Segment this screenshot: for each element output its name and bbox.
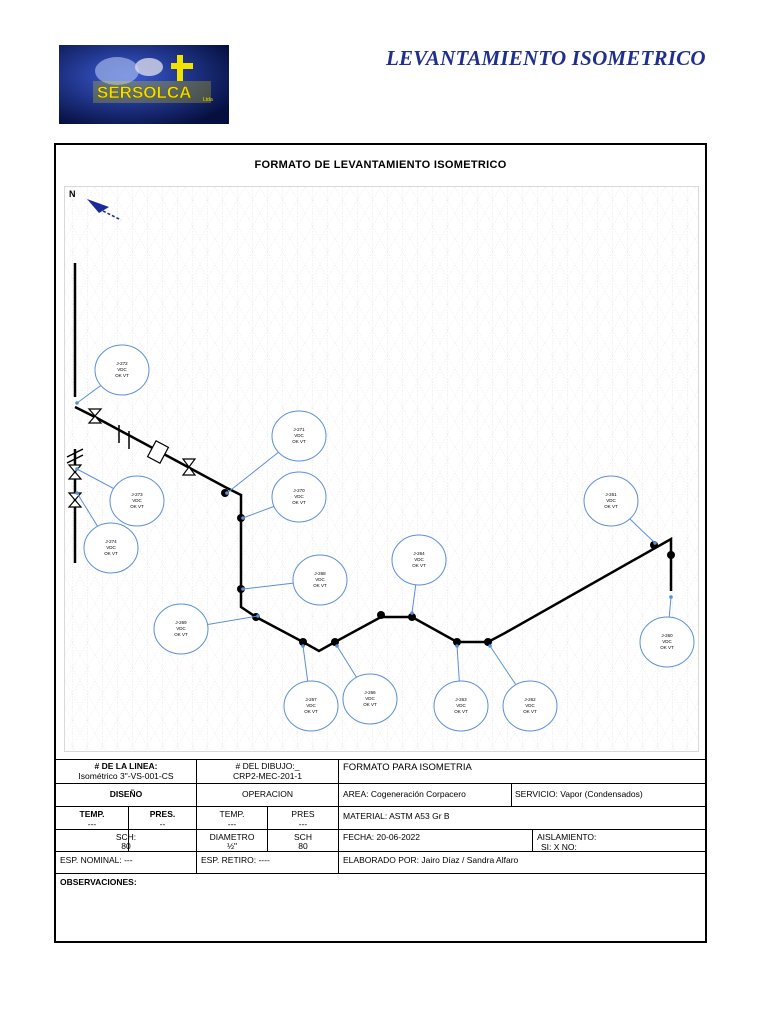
operacion-label: OPERACION — [241, 789, 293, 799]
page-title: LEVANTAMIENTO ISOMETRICO — [386, 46, 706, 70]
annotation-note: VDC — [315, 577, 325, 582]
diametro-label: DIAMETRO — [209, 832, 255, 842]
isometric-form — [54, 143, 707, 943]
linea-value: Isométrico 3"-VS-001-CS — [78, 771, 174, 781]
form-title: FORMATO DE LEVANTAMIENTO ISOMETRICO — [254, 159, 507, 171]
annotation-id: J-267 — [305, 697, 317, 702]
annotation-note: OK VT — [604, 504, 618, 509]
annotation-note: OK VT — [454, 709, 468, 714]
annotation-note: OK VT — [292, 439, 306, 444]
annotation-id: J-260 — [661, 633, 673, 638]
diseno-label: DISEÑO — [109, 789, 143, 799]
annotation-arrow-icon — [301, 644, 305, 648]
annotation-id: J-266 — [364, 690, 376, 695]
annotation-note: OK VT — [660, 645, 674, 650]
temp2-label: TEMP. — [219, 809, 245, 819]
annotation-arrow-icon — [410, 611, 414, 615]
annotation-arrow-icon — [488, 644, 492, 648]
annotation-id: J-264 — [413, 551, 425, 556]
annotation-note: OK VT — [292, 500, 306, 505]
weld-point — [377, 611, 385, 619]
material-label: MATERIAL: ASTM A53 Gr B — [343, 811, 450, 821]
annotation-id: J-272 — [116, 361, 128, 366]
annotation-id: J-261 — [605, 492, 617, 497]
annotation-id: J-269 — [175, 620, 187, 625]
pres-label: PRES. — [149, 809, 176, 819]
annotation-note: OK VT — [313, 583, 327, 588]
annotation-note: OK VT — [130, 504, 144, 509]
logo-subtext: Ltda — [203, 97, 213, 103]
pres-value: -- — [159, 819, 166, 829]
servicio-label: SERVICIO: Vapor (Condensados) — [515, 789, 643, 799]
annotation-arrow-icon — [335, 644, 339, 648]
annotation-note: OK VT — [115, 373, 129, 378]
logo-text: SERSOLCA — [97, 83, 192, 102]
annotation-id: J-271 — [293, 427, 305, 432]
dibujo-value: CRP2-MEC-201-1 — [233, 771, 302, 781]
annotation-note: VDC — [132, 498, 142, 503]
annotation-note: VDC — [606, 498, 616, 503]
pres2-value: --- — [298, 819, 308, 829]
annotation-note: VDC — [365, 696, 375, 701]
annotation-id: J-273 — [131, 492, 143, 497]
aislamiento-label: AISLAMIENTO: — [537, 832, 597, 842]
annotation-note: OK VT — [304, 709, 318, 714]
dibujo-label: # DEL DIBUJO:_ — [235, 761, 300, 771]
sch-value: 80 — [121, 841, 131, 851]
annotation-note: VDC — [294, 433, 304, 438]
annotation-note: VDC — [117, 367, 127, 372]
esp-nominal-label: ESP. NOMINAL: --- — [60, 855, 133, 865]
elaborado-label: ELABORADO POR: Jairo Díaz / Sandra Alfaro — [343, 855, 519, 865]
sch2-label: SCH — [294, 832, 312, 842]
aislamiento-value: SI: X NO: — [541, 842, 577, 852]
annotation-id: J-274 — [105, 539, 117, 544]
esp-retiro-label: ESP. RETIRO: ---- — [201, 855, 270, 865]
annotation-id: J-270 — [293, 488, 305, 493]
annotation-arrow-icon — [669, 595, 673, 599]
temp-label: TEMP. — [79, 809, 105, 819]
annotation-note: VDC — [662, 639, 672, 644]
drawing-canvas — [65, 187, 698, 751]
annotation-note: VDC — [525, 703, 535, 708]
temp-value: --- — [87, 819, 97, 829]
sch-label: SCH: — [115, 832, 137, 842]
annotation-note: VDC — [106, 545, 116, 550]
formato-label: FORMATO PARA ISOMETRIA — [343, 763, 472, 773]
diametro-value: ½" — [226, 841, 238, 851]
annotation-note: VDC — [176, 626, 186, 631]
annotation-note: VDC — [294, 494, 304, 499]
annotation-id: J-268 — [314, 571, 326, 576]
annotation-arrow-icon — [256, 614, 260, 618]
isometric-drawing — [64, 186, 699, 752]
annotation-id: J-263 — [455, 697, 467, 702]
weld-point — [667, 551, 675, 559]
annotation-note: OK VT — [412, 563, 426, 568]
observaciones-label: OBSERVACIONES: — [60, 877, 137, 887]
company-logo — [59, 45, 229, 124]
annotation-id: J-262 — [524, 697, 536, 702]
annotation-note: OK VT — [174, 632, 188, 637]
annotation-note: OK VT — [104, 551, 118, 556]
annotation-note: VDC — [456, 703, 466, 708]
fecha-label: FECHA: 20-06-2022 — [343, 832, 421, 842]
annotation-arrow-icon — [653, 541, 657, 545]
annotation-note: OK VT — [363, 702, 377, 707]
annotation-arrow-icon — [75, 401, 79, 405]
sch2-value: 80 — [298, 841, 308, 851]
annotation-note: VDC — [414, 557, 424, 562]
annotation-note: OK VT — [523, 709, 537, 714]
annotation-arrow-icon — [75, 491, 79, 495]
annotation-arrow-icon — [225, 491, 229, 495]
temp2-value: --- — [227, 819, 237, 829]
area-label: AREA: Cogeneración Corpacero — [343, 789, 466, 799]
annotation-arrow-icon — [75, 467, 79, 471]
annotation-note: VDC — [306, 703, 316, 708]
annotation-arrow-icon — [455, 644, 459, 648]
annotation-arrow-icon — [241, 587, 245, 591]
linea-label: # DE LA LINEA: — [94, 761, 158, 771]
north-label: N — [69, 189, 76, 199]
annotation-arrow-icon — [241, 516, 245, 520]
pres2-label: PRES — [291, 809, 315, 819]
